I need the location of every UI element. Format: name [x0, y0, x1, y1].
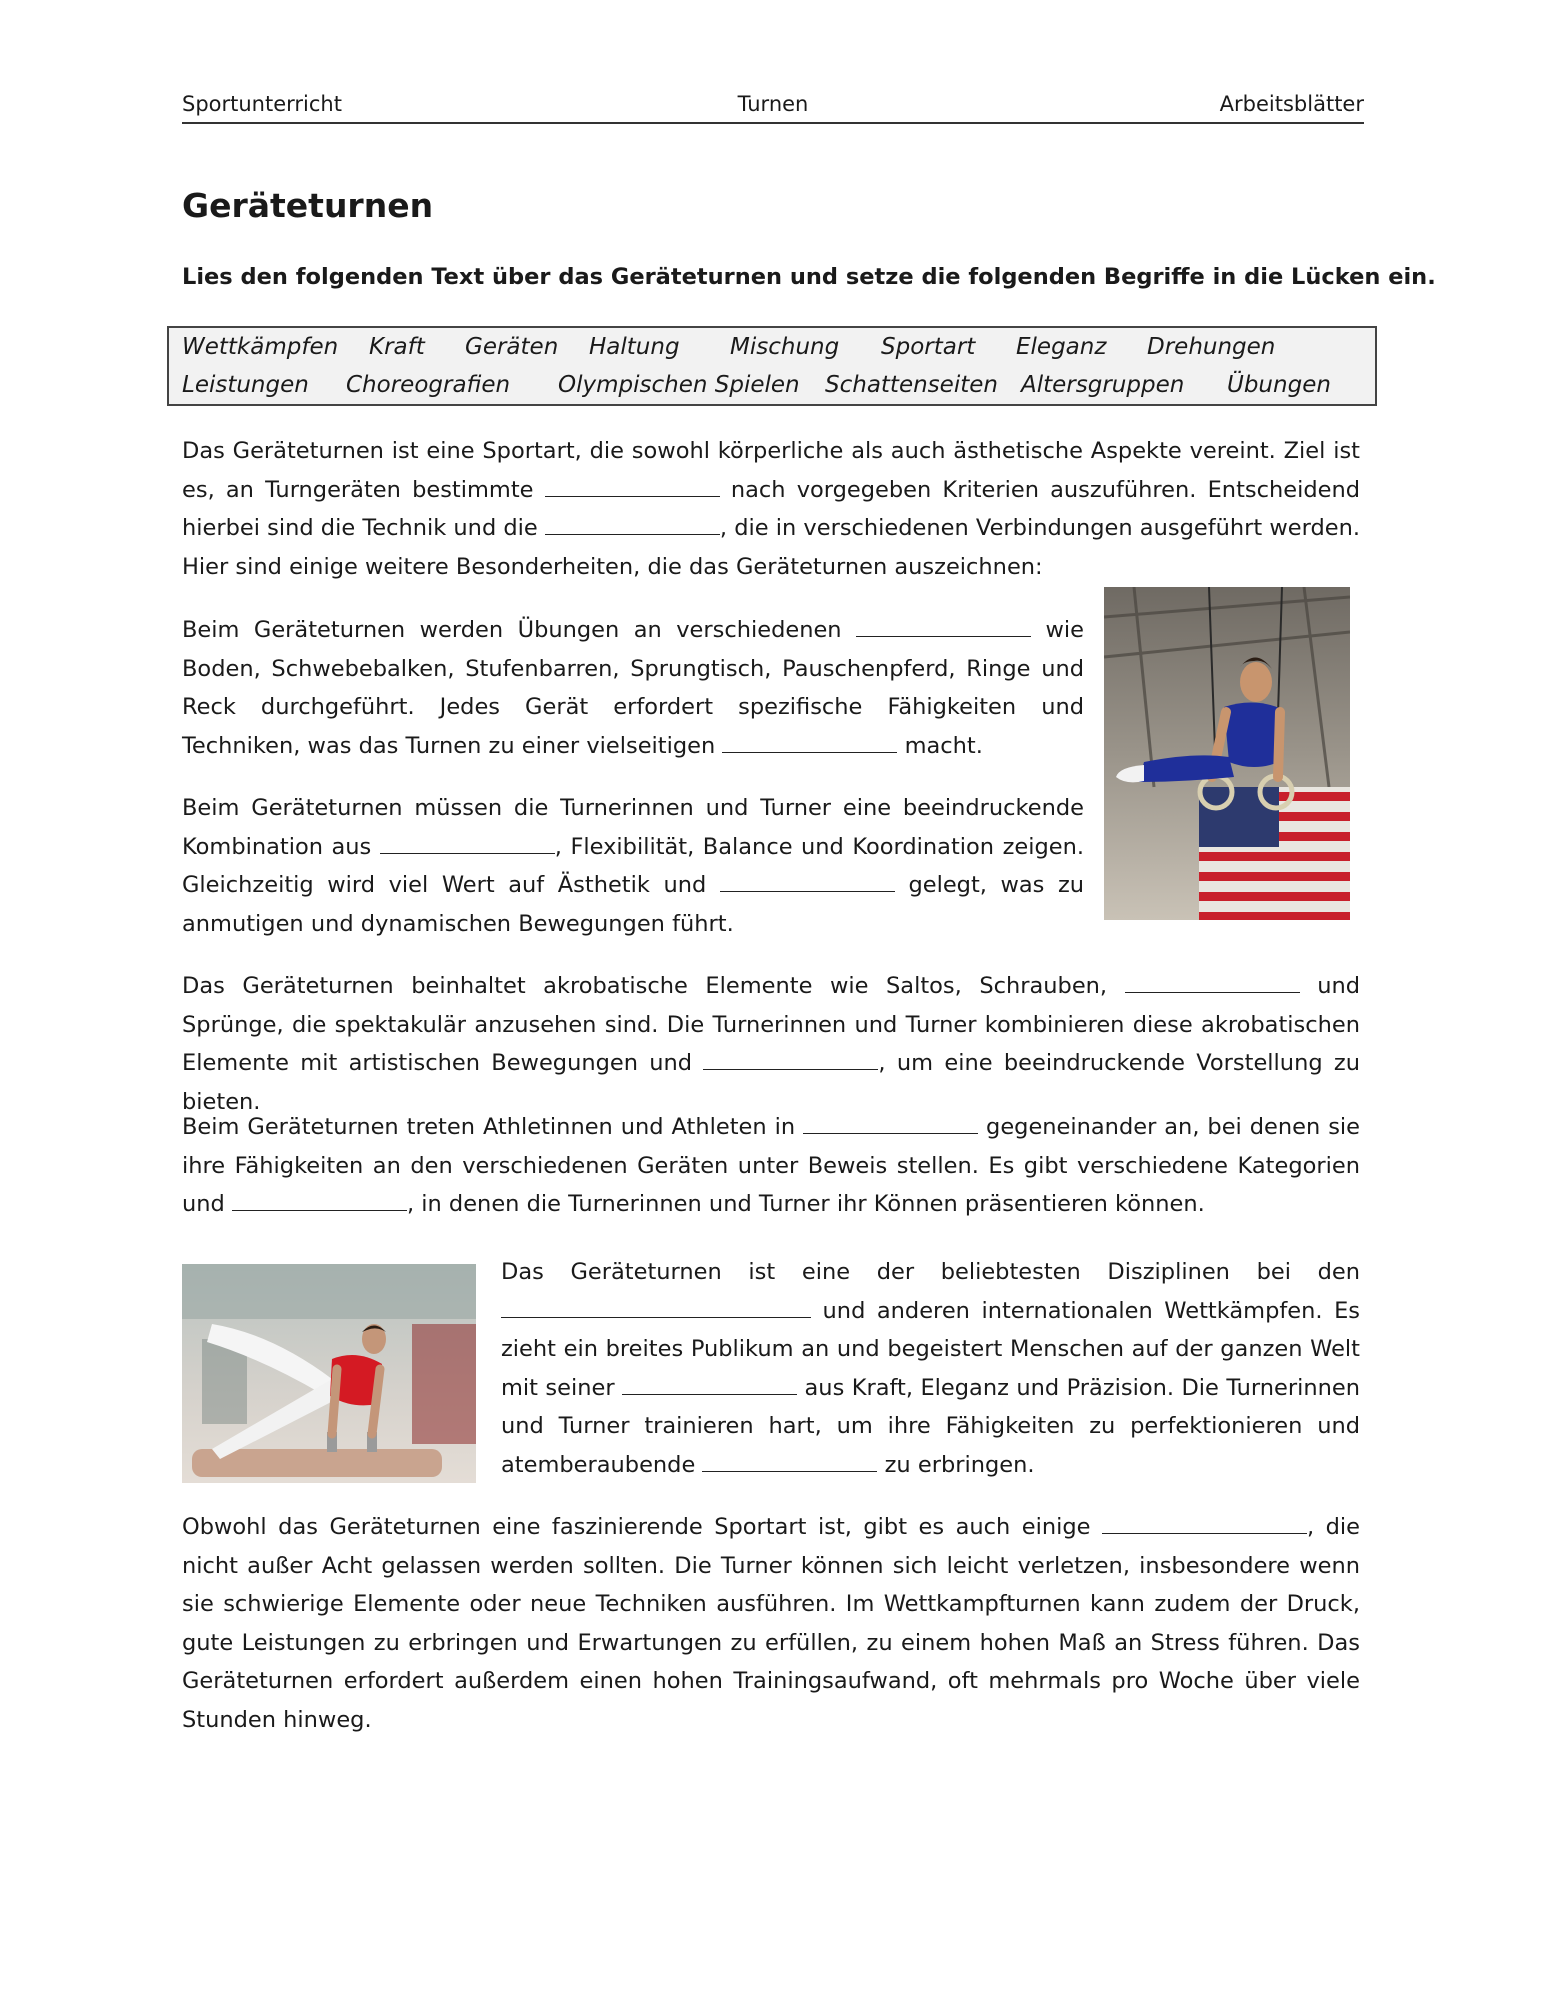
rings-gymnast-photo [1104, 587, 1350, 920]
text-segment: aus Kraft, Eleganz und Präzision. Die Turnerinnen und Turner trainieren hart, um ihre Fähigkeiten zu perfektionieren und atemberaubende [501, 1374, 1360, 1478]
page-header [182, 90, 1364, 124]
gap-blank[interactable] [1102, 1513, 1307, 1534]
text-segment: Das Geräteturnen ist eine der beliebtesten Disziplinen bei den [501, 1259, 1360, 1285]
gap-blank[interactable] [545, 514, 720, 535]
word-bank-item: Wettkämpfen [182, 334, 339, 360]
gap-blank[interactable] [703, 1049, 878, 1070]
paragraph-olympics [501, 1253, 1360, 1484]
text-segment: , um eine beeindruckende Vorstellung zu bieten. [182, 1050, 1360, 1115]
gap-blank[interactable] [380, 833, 555, 854]
text-segment: Beim Geräteturnen müssen die Turnerinnen und Turner eine beeindruckende Kombination aus [182, 795, 1084, 860]
paragraph-apparatus [182, 611, 1084, 765]
paragraph-acrobatics [182, 967, 1360, 1121]
text-segment: Beim Geräteturnen werden Übungen an verschiedenen [182, 617, 842, 643]
pommel-horse-photo [182, 1264, 476, 1483]
word-bank-item: Haltung [589, 334, 680, 360]
word-bank-item: Altersgruppen [1021, 372, 1185, 398]
instruction-text: Lies den folgenden Text über das Geräteturnen und setze die folgenden Begriffe in die Lücken ein. [182, 264, 1436, 290]
gap-blank[interactable] [722, 732, 897, 753]
word-bank-item: Kraft [369, 334, 425, 360]
text-segment: gelegt, was zu anmutigen und dynamischen Bewegungen führt. [182, 872, 1085, 937]
text-segment: und Sprünge, die spektakulär anzusehen sind. Die Turnerinnen und Turner kombinieren diese akrobatischen Elemente mit artistischen Bewegungen und [182, 973, 1361, 1076]
word-bank-item: Schattenseiten [825, 372, 998, 398]
text-segment: , die nicht außer Acht gelassen werden sollten. Die Turner können sich leicht verletzen, insbesondere wenn sie schwierige Elemente oder neue Techniken ausführen. Im Wettkampfturnen kann zudem der Druck, gute Leistungen zu erbringen und Erwartungen zu erfüllen, zu einem hohen Maß an Stress führen. Das Geräteturnen erfordert außerdem einen hohen Trainingsaufwand, oft mehrmals pro Woche über viele Stunden hinweg. [182, 1514, 1361, 1733]
gap-blank[interactable] [803, 1113, 978, 1134]
word-bank-item: Drehungen [1147, 334, 1276, 360]
page-title: Geräteturnen [182, 186, 434, 225]
paragraph-competitions [182, 1108, 1360, 1224]
word-bank [167, 326, 1377, 406]
text-segment: nach vorgegeben Kriterien auszuführen. Entscheidend hierbei sind die Technik und die [182, 476, 1361, 541]
text-segment: Das Geräteturnen beinhaltet akrobatische Elemente wie Saltos, Schrauben, [182, 973, 1108, 999]
word-bank-item: Leistungen [182, 372, 309, 398]
header-subject: Sportunterricht [182, 92, 342, 116]
word-bank-item: Übungen [1227, 372, 1331, 398]
paragraph-strength [182, 789, 1084, 943]
pommel-horse-image [182, 1264, 476, 1483]
text-segment: , Flexibilität, Balance und Koordination zeigen. Gleichzeitig wird viel Wert auf Ästhetik und [182, 833, 1085, 898]
gap-blank[interactable] [856, 616, 1031, 637]
text-segment: und anderen internationalen Wettkämpfen. Es zieht ein breites Publikum an und begeistert Menschen auf der ganzen Welt mit seiner [501, 1297, 1361, 1401]
header-topic: Turnen [737, 92, 809, 116]
text-segment: zu erbringen. [884, 1451, 1035, 1478]
text-segment: wie Boden, Schwebebalken, Stufenbarren, Sprungtisch, Pauschenpferd, Ringe und Reck durchgeführt. Jedes Gerät erfordert spezifische Fähigkeiten und Techniken, was das Turnen zu einer vielseitigen [182, 617, 1085, 759]
word-bank-item: Olympischen Spielen [558, 372, 800, 398]
gap-blank[interactable] [702, 1451, 877, 1472]
word-bank-item: Sportart [881, 334, 976, 360]
word-bank-item: Geräten [465, 334, 559, 360]
gap-blank[interactable] [501, 1297, 811, 1318]
text-segment: , die in verschiedenen Verbindungen ausgeführt werden. Hier sind einige weitere Besonderheiten, die das Geräteturnen auszeichnen: [182, 515, 1360, 580]
gap-blank[interactable] [545, 476, 720, 497]
text-segment: gegeneinander an, bei denen sie ihre Fähigkeiten an den verschiedenen Geräten unter Beweis stellen. Es gibt verschiedene Kategorien und [182, 1114, 1361, 1217]
text-segment: macht. [904, 732, 983, 759]
word-bank-item: Choreografien [346, 372, 511, 398]
gap-blank[interactable] [232, 1190, 407, 1211]
gap-blank[interactable] [622, 1374, 797, 1395]
text-segment: Das Geräteturnen ist eine Sportart, die sowohl körperliche als auch ästhetische Aspekte vereint. Ziel ist es, an Turngeräten bestimmte [182, 438, 1360, 503]
rings-gymnast-image [1104, 587, 1350, 920]
gap-blank[interactable] [720, 871, 895, 892]
paragraph-intro [182, 432, 1360, 586]
gap-blank[interactable] [1125, 972, 1300, 993]
paragraph-downsides [182, 1508, 1360, 1739]
text-segment: Beim Geräteturnen treten Athletinnen und Athleten in [182, 1114, 796, 1140]
word-bank-item: Mischung [730, 334, 840, 360]
text-segment: Obwohl das Geräteturnen eine faszinierende Sportart ist, gibt es auch einige [182, 1514, 1091, 1540]
text-segment: , in denen die Turnerinnen und Turner ihr Können präsentieren können. [406, 1191, 1205, 1217]
header-type: Arbeitsblätter [1219, 92, 1364, 116]
word-bank-item: Eleganz [1016, 334, 1107, 360]
